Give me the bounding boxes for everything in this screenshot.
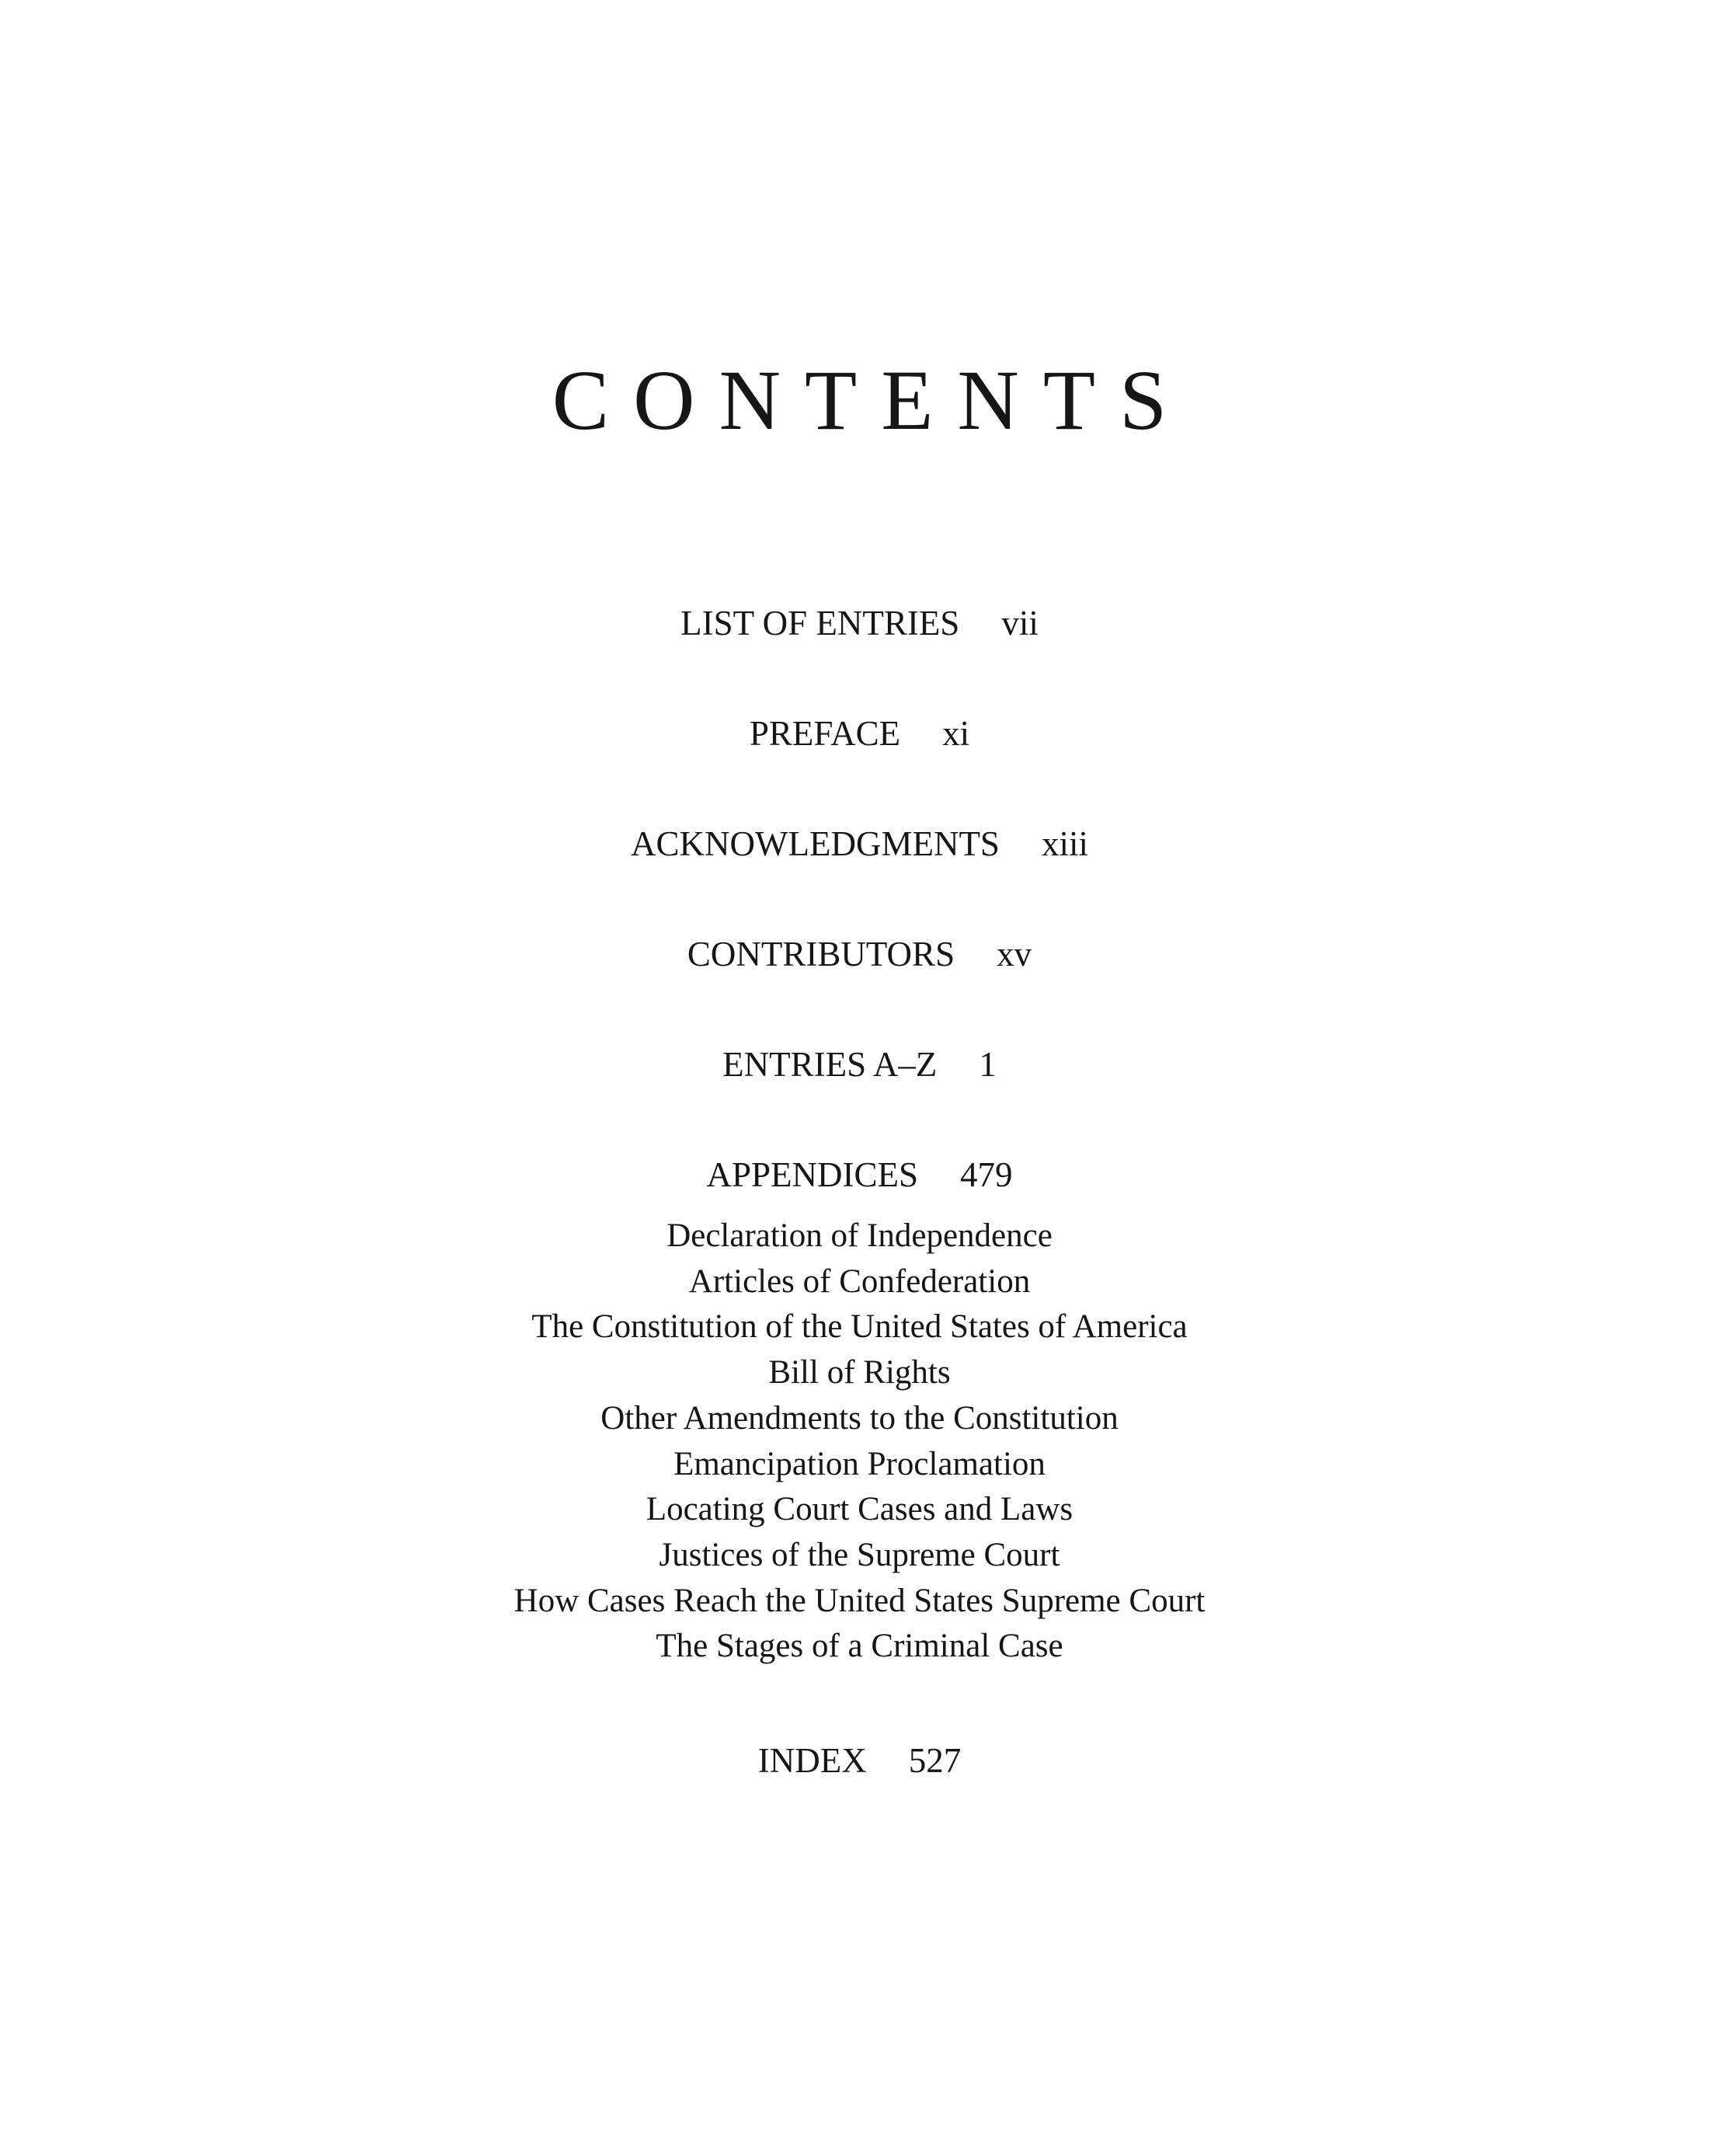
appendix-item: Justices of the Supreme Court [659, 1536, 1060, 1573]
toc-entry-index [0, 1737, 1719, 1784]
toc-entry-page: vii [1001, 604, 1039, 643]
toc-entry-page: xiii [1041, 824, 1088, 863]
toc-entry-entries-a-z [0, 1041, 1719, 1088]
toc-entry-label: ACKNOWLEDGMENTS [631, 824, 1000, 863]
toc-entry-appendices [0, 1151, 1719, 1198]
toc-entry-label: CONTRIBUTORS [687, 935, 955, 974]
appendix-item: Declaration of Independence [666, 1217, 1053, 1254]
appendix-item: Emancipation Proclamation [673, 1445, 1046, 1482]
toc-entry-preface [0, 710, 1719, 757]
toc-entry-label: LIST OF ENTRIES [680, 604, 960, 643]
appendix-item: The Stages of a Criminal Case [656, 1628, 1063, 1665]
appendix-item: The Constitution of the United States of America [531, 1308, 1188, 1346]
appendix-item: Locating Court Cases and Laws [645, 1491, 1074, 1528]
appendix-item: Bill of Rights [768, 1354, 951, 1391]
toc-entry-list-of-entries [0, 600, 1719, 646]
toc-entry-acknowledgments [0, 820, 1719, 867]
toc-entry-page: 479 [960, 1155, 1013, 1194]
appendix-item: How Cases Reach the United States Supreme Court [513, 1582, 1206, 1619]
toc-entry-page: xi [942, 714, 970, 753]
appendix-item: Other Amendments to the Constitution [600, 1399, 1119, 1437]
appendix-list [0, 1214, 1719, 1670]
toc-entry-page: xv [997, 935, 1032, 974]
toc-entry-page: 1 [979, 1045, 997, 1084]
toc-entry-label: INDEX [757, 1741, 867, 1780]
toc-entry-label: PREFACE [749, 714, 901, 753]
toc-entry-label: ENTRIES A–Z [722, 1045, 938, 1084]
page-title: CONTENTS [552, 353, 1192, 448]
toc-entry-contributors [0, 931, 1719, 977]
toc-entry-page: 527 [908, 1741, 962, 1780]
toc-entry-label: APPENDICES [706, 1155, 919, 1194]
appendix-item: Articles of Confederation [688, 1263, 1031, 1300]
